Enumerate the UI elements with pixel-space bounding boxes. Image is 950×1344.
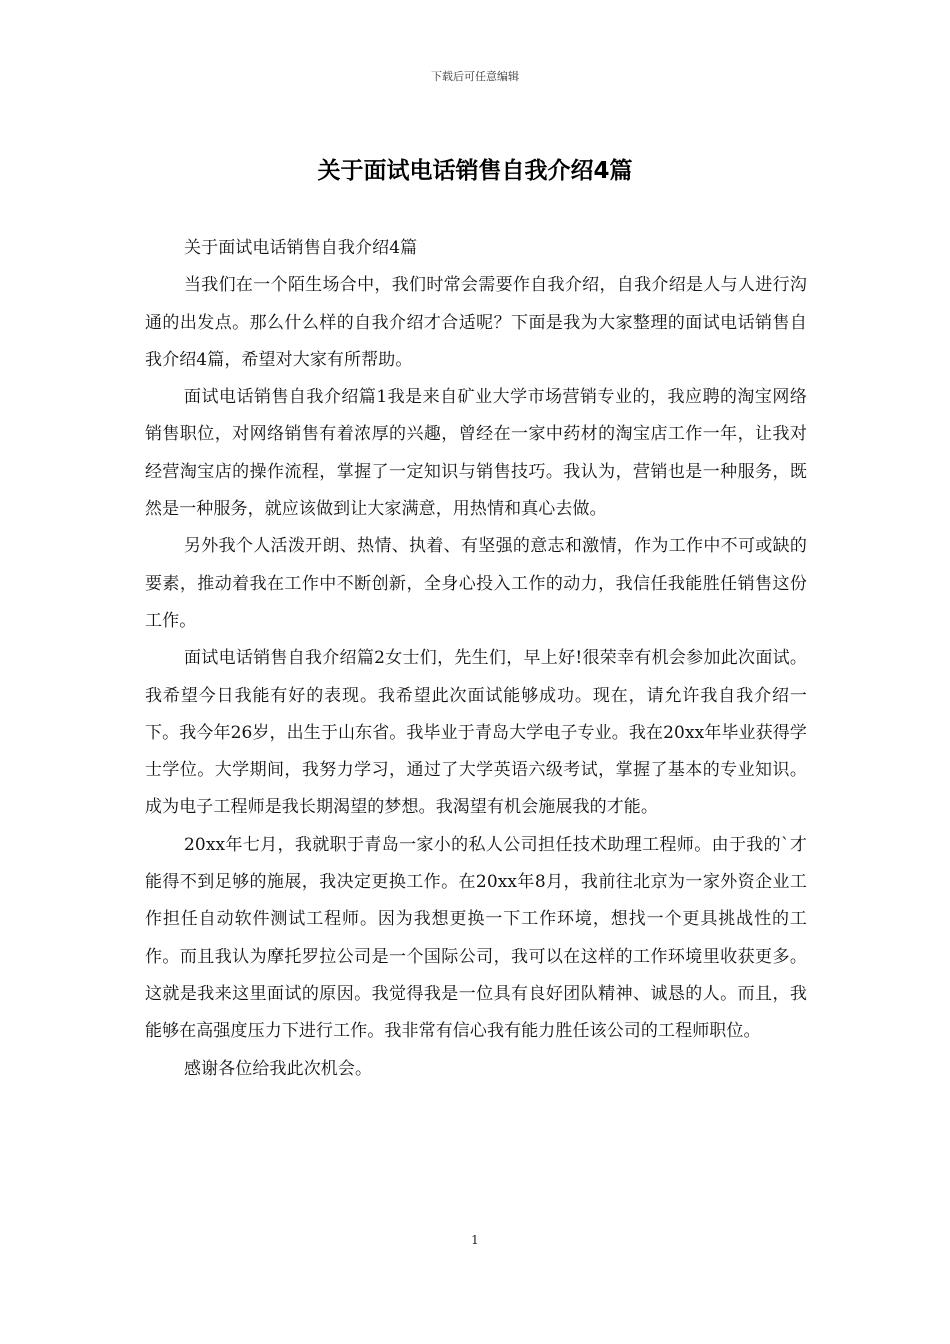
paragraph-article-1: 面试电话销售自我介绍篇1我是来自矿业大学市场营销专业的，我应聘的淘宝网络销售职位，对网络销售有着浓厚的兴趣，曾经在一家中药材的淘宝店工作一年，让我对经营淘宝店的操作流程，掌握了一定知识与销售技巧。我认为，营销也是一种服务，既然是一种服务，就应该做到让大家满意，用热情和真心去做。: [145, 387, 807, 520]
paragraph-thanks: 感谢各位给我此次机会。: [184, 1058, 373, 1079]
document-body: [145, 230, 807, 1088]
document-title: 关于面试电话销售自我介绍4篇: [317, 158, 633, 184]
header-note: 下载后可任意编辑: [431, 70, 519, 83]
paragraph-subtitle: 关于面试电话销售自我介绍4篇: [184, 238, 418, 258]
page-number: 1: [471, 1233, 479, 1247]
paragraph-article-2-cont: 20xx年七月，我就职于青岛一家小的私人公司担任技术助理工程师。由于我的`才能得不到足够的施展，我决定更换工作。在20xx年8月，我前往北京为一家外资企业工作担任自动软件测试工程师。因为我想更换一下工作环境，想找一个更具挑战性的工作。而且我认为摩托罗拉公司是一个国际公司，我可以在这样的工作环境里收获更多。这就是我来这里面试的原因。我觉得我是一位具有良好团队精神、诚恳的人。而且，我能够在高强度压力下进行工作。我非常有信心我有能力胜任该公司的工程师职位。: [145, 834, 807, 1042]
paragraph-article-2: 面试电话销售自我介绍篇2女士们，先生们，早上好!很荣幸有机会参加此次面试。我希望今日我能有好的表现。我希望此次面试能够成功。现在，请允许我自我介绍一下。我今年26岁，出生于山东省。我毕业于青岛大学电子专业。我在20xx年毕业获得学士学位。大学期间，我努力学习，通过了大学英语六级考试，掌握了基本的专业知识。成为电子工程师是我长期渴望的梦想。我渴望有机会施展我的才能。: [145, 648, 807, 818]
paragraph-article-1-cont: 另外我个人活泼开朗、热情、执着、有坚强的意志和激情，作为工作中不可或缺的要素，推动着我在工作中不断创新，全身心投入工作的动力，我信任我能胜任销售这份工作。: [145, 536, 807, 631]
paragraph-intro: 当我们在一个陌生场合中，我们时常会需要作自我介绍，自我介绍是人与人进行沟通的出发点。那么什么样的自我介绍才合适呢？下面是我为大家整理的面试电话销售自我介绍4篇，希望对大家有所帮助。: [145, 275, 807, 370]
